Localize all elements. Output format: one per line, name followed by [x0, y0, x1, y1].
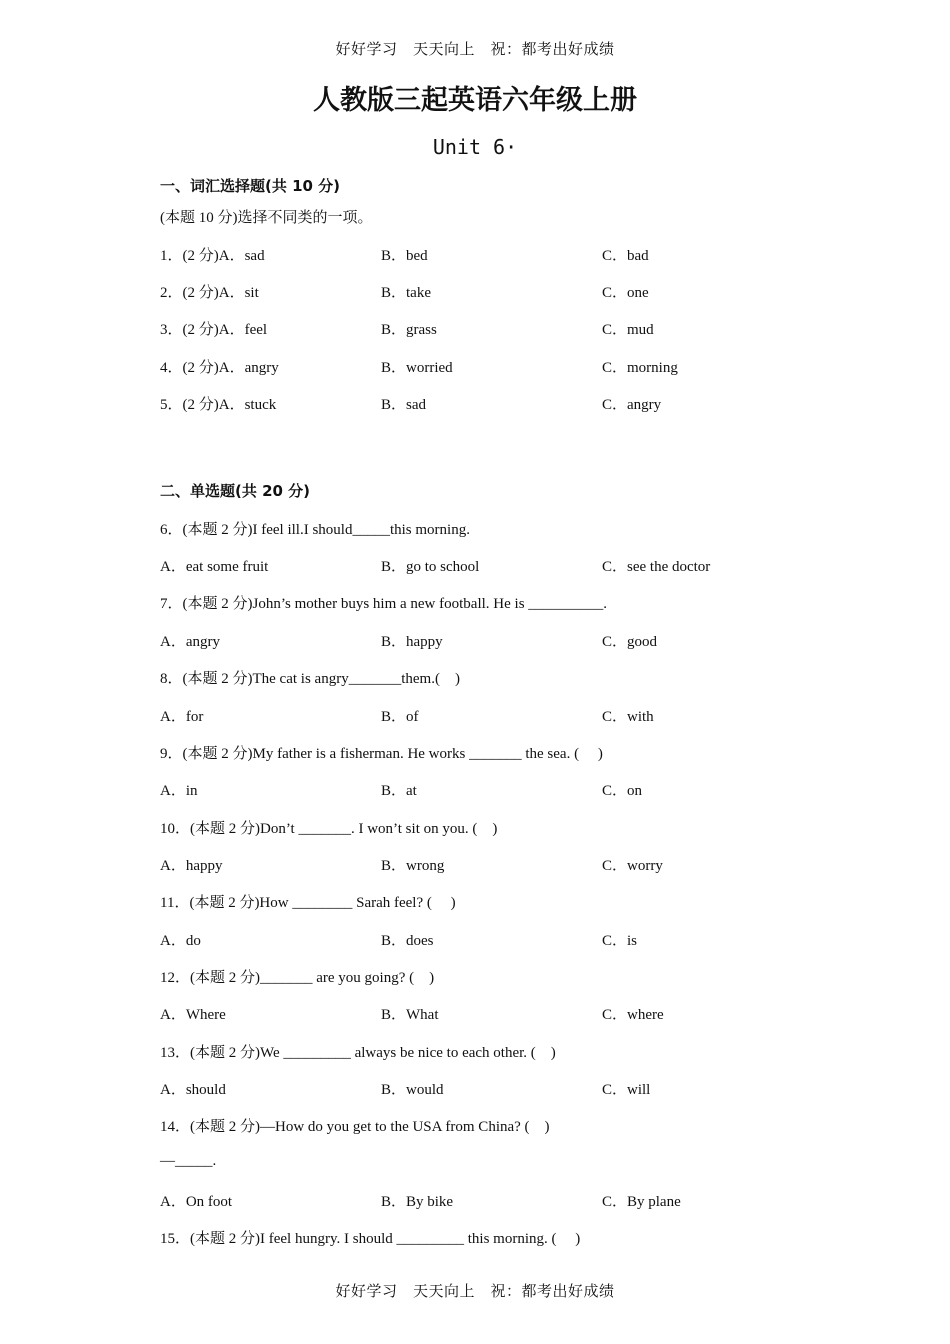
q4-option-c: C．morning	[602, 360, 678, 376]
q1-option-a: 1．(2 分)A．sad	[160, 248, 265, 264]
q9-stem: 9．(本题 2 分)My father is a fisherman. He works _______ the sea. ( )	[160, 746, 603, 762]
q11-option-c: C．is	[602, 933, 638, 949]
q2-option-c: C．one	[602, 285, 649, 301]
q14-stem: 14．(本题 2 分)—How do you get to the USA from China? ( )	[160, 1119, 550, 1135]
q9-option-a: A．in	[160, 783, 198, 799]
q2-option-b: B．take	[381, 285, 431, 301]
q9-option-c: C．on	[602, 783, 643, 799]
q10-option-c: C．worry	[602, 858, 663, 874]
section1-instruction: (本题 10 分)选择不同类的一项。	[160, 210, 373, 226]
section2-heading: 二、单选题(共 20 分)	[160, 482, 311, 500]
q2-option-a: 2．(2 分)A．sit	[160, 285, 259, 301]
q13-option-c: C．will	[602, 1082, 651, 1098]
q1-option-b: B．bed	[381, 248, 428, 264]
q3-option-a: 3．(2 分)A．feel	[160, 322, 268, 338]
q15-stem: 15．(本题 2 分)I feel hungry. I should _________ this morning. ( )	[160, 1231, 581, 1247]
q6-option-b: B．go to school	[381, 559, 480, 575]
q7-option-c: C．good	[602, 634, 658, 650]
page-footer: 好好学习 天天向上 祝：都考出好成绩	[335, 1282, 615, 1300]
q13-stem: 13．(本题 2 分)We _________ always be nice to each other. ( )	[160, 1045, 556, 1061]
q13-option-a: A．should	[160, 1082, 226, 1098]
q6-option-a: A．eat some fruit	[160, 559, 269, 575]
q14-answer-line: —_____.	[160, 1153, 217, 1169]
q6-stem: 6．(本题 2 分)I feel ill.I should_____this morning.	[160, 522, 470, 538]
q14-option-c: C．By plane	[602, 1194, 681, 1210]
q8-option-c: C．with	[602, 709, 654, 725]
q14-option-b: B．By bike	[381, 1194, 454, 1210]
unit-subtitle: Unit 6·	[432, 135, 518, 159]
q12-option-b: B．What	[381, 1007, 439, 1023]
q5-option-b: B．sad	[381, 397, 427, 413]
q12-option-a: A．Where	[160, 1007, 226, 1023]
document-title: 人教版三起英语六年级上册	[313, 85, 637, 116]
q1-option-c: C．bad	[602, 248, 649, 264]
q12-option-c: C．where	[602, 1007, 664, 1023]
q4-option-b: B．worried	[381, 360, 453, 376]
q10-stem: 10．(本题 2 分)Don’t _______. I won’t sit on you. ( )	[160, 821, 498, 837]
q5-option-a: 5．(2 分)A．stuck	[160, 397, 277, 413]
page-header: 好好学习 天天向上 祝：都考出好成绩	[335, 40, 615, 58]
q7-option-b: B．happy	[381, 634, 443, 650]
q11-option-a: A．do	[160, 933, 201, 949]
section1-heading: 一、词汇选择题(共 10 分)	[160, 177, 341, 195]
q14-option-a: A．On foot	[160, 1194, 233, 1210]
q8-stem: 8．(本题 2 分)The cat is angry_______them.( )	[160, 671, 460, 687]
q4-option-a: 4．(2 分)A．angry	[160, 360, 279, 376]
q12-stem: 12．(本题 2 分)_______ are you going? ( )	[160, 970, 435, 986]
q13-option-b: B．would	[381, 1082, 444, 1098]
q3-option-b: B．grass	[381, 322, 437, 338]
q7-stem: 7．(本题 2 分)John’s mother buys him a new football. He is __________.	[160, 596, 608, 612]
q3-option-c: C．mud	[602, 322, 654, 338]
q6-option-c: C．see the doctor	[602, 559, 711, 575]
q10-option-a: A．happy	[160, 858, 223, 874]
q11-option-b: B．does	[381, 933, 434, 949]
q8-option-b: B．of	[381, 709, 419, 725]
q10-option-b: B．wrong	[381, 858, 445, 874]
q11-stem: 11．(本题 2 分)How ________ Sarah feel? ( )	[160, 895, 456, 911]
q9-option-b: B．at	[381, 783, 417, 799]
q5-option-c: C．angry	[602, 397, 662, 413]
q8-option-a: A．for	[160, 709, 204, 725]
q7-option-a: A．angry	[160, 634, 220, 650]
